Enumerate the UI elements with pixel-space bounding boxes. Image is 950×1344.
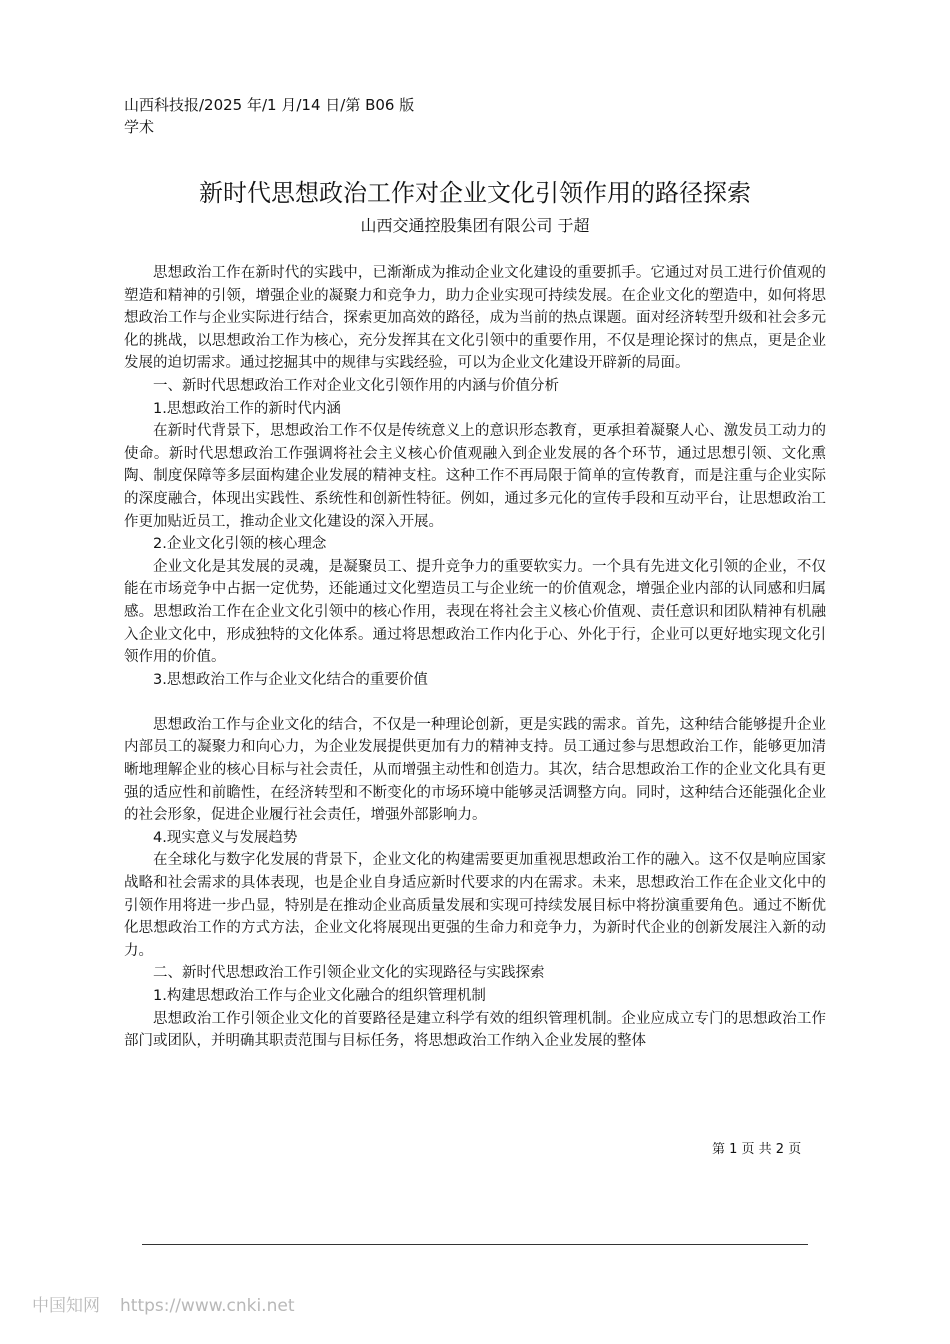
body-paragraph: 在新时代背景下，思想政治工作不仅是传统意义上的意识形态教育，更承担着凝聚人心、激发员工动力的使命。新时代思想政治工作强调将社会主义核心价值观融入到企业发展的各个环节，通过思想引领、文化熏陶、制度保障等多层面构建企业发展的精神支柱。这种工作不再局限于简单的宣传教育，而是注重与企业实际的深度融合，体现出实践性、系统性和创新性特征。例如，通过多元化的宣传手段和互动平台，让思想政治工作更加贴近员工，推动企业文化建设的深入开展。: [124, 423, 826, 530]
cnki-url: https://www.cnki.net: [120, 1296, 295, 1316]
section-heading-2: 二、新时代思想政治工作引领企业文化的实现路径与实践探索: [153, 965, 545, 982]
section-heading-1: 一、新时代思想政治工作对企业文化引领作用的内涵与价值分析: [153, 377, 559, 394]
article-body: [124, 262, 826, 1053]
footer-divider: [142, 1244, 808, 1245]
intro-paragraph: 思想政治工作在新时代的实践中，已渐渐成为推动企业文化建设的重要抓手。它通过对员工进行价值观的塑造和精神的引领，增强企业的凝聚力和竞争力，助力企业实现可持续发展。在企业文化的塑造中，如何将思想政治工作与企业实际进行结合，探索更加高效的路径，成为当前的热点课题。面对经济转型升级和社会多元化的挑战，以思想政治工作为核心，充分发挥其在文化引领中的重要作用，不仅是理论探讨的焦点，更是企业发展的迫切需求。通过挖掘其中的规律与实践经验，可以为企业文化建设开辟新的局面。: [124, 265, 826, 372]
cnki-watermark: [32, 1294, 352, 1318]
body-paragraph: 在全球化与数字化发展的背景下，企业文化的构建需要更加重视思想政治工作的融入。这不仅是响应国家战略和社会需求的具体表现，也是企业自身适应新时代要求的内在需求。未来，思想政治工作在企业文化中的引领作用将进一步凸显，特别是在推动企业高质量发展和实现可持续发展目标中将扮演重要角色。通过不断优化思想政治工作的方式方法，企业文化将展现出更强的生命力和竞争力，为新时代企业的创新发展注入新的动力。: [124, 852, 826, 959]
body-paragraph: 企业文化是其发展的灵魂，是凝聚员工、提升竞争力的重要软实力。一个具有先进文化引领的企业，不仅能在市场竞争中占据一定优势，还能通过文化塑造员工与企业统一的价值观念，增强企业内部的认同感和归属感。思想政治工作在企业文化引领中的核心作用，表现在将社会主义核心价值观、责任意识和团队精神有机融入企业文化中，形成独特的文化体系。通过将思想政治工作内化于心、外化于行，企业可以更好地实现文化引领作用的价值。: [124, 558, 826, 666]
subheading-1-2: 2.企业文化引领的核心理念: [153, 536, 327, 553]
subheading-2-1: 1.构建思想政治工作与企业文化融合的组织管理机制: [153, 988, 486, 1004]
page-number: 第 1 页 共 2 页: [712, 1142, 802, 1157]
article-title: 新时代思想政治工作对企业文化引领作用的路径探索: [199, 179, 751, 208]
cnki-logo-text: 中国知网: [32, 1296, 100, 1316]
body-paragraph: 思想政治工作引领企业文化的首要路径是建立科学有效的组织管理机制。企业应成立专门的思想政治工作部门或团队，并明确其职责范围与目标任务，将思想政治工作纳入企业发展的整体: [124, 1010, 826, 1050]
article-author: 山西交通控股集团有限公司 于超: [360, 216, 590, 235]
publication-source: 山西科技报/2025 年/1 月/14 日/第 B06 版学术: [124, 96, 415, 136]
subheading-1-4: 4.现实意义与发展趋势: [153, 829, 298, 846]
body-paragraph: 思想政治工作与企业文化的结合，不仅是一种理论创新，更是实践的需求。首先，这种结合能够提升企业内部员工的凝聚力和向心力，为企业发展提供更加有力的精神支持。员工通过参与思想政治工作，能够更加清晰地理解企业的核心目标与社会责任，从而增强主动性和创造力。其次，结合思想政治工作的企业文化具有更强的适应性和前瞻性，在经济转型和不断变化的市场环境中能够灵活调整方向。同时，这种结合还能强化企业的社会形象，促进企业履行社会责任，增强外部影响力。: [124, 716, 826, 824]
subheading-1-3: 3.思想政治工作与企业文化结合的重要价值: [153, 671, 428, 688]
subheading-1-1: 1.思想政治工作的新时代内涵: [153, 400, 341, 417]
